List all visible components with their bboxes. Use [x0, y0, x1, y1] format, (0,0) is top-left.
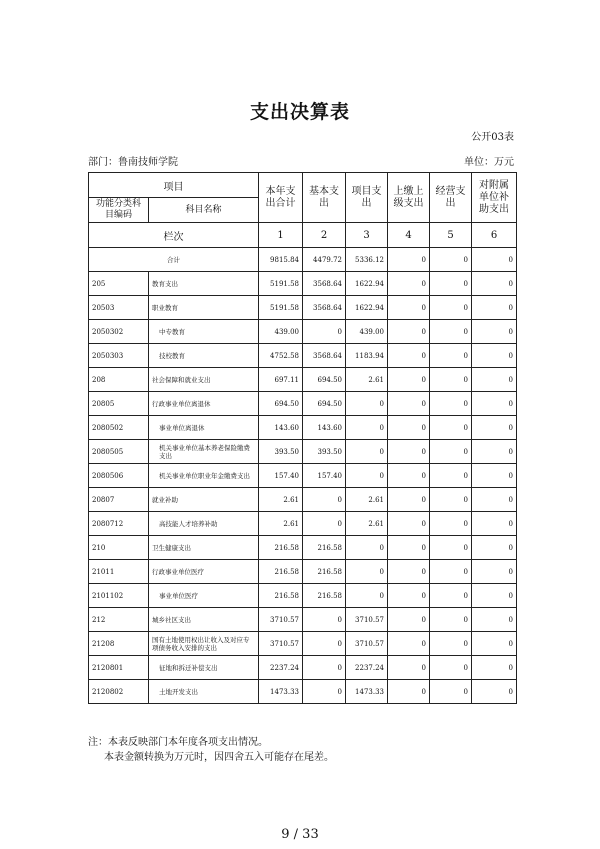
note-line-2: 本表金额转换为万元时，因四舍五入可能存在尾差。 — [104, 752, 334, 763]
func-code-cell: 210 — [89, 536, 149, 560]
amount-cell: 0 — [303, 608, 346, 632]
amount-cell: 697.11 — [259, 368, 303, 392]
amount-cell: 157.40 — [303, 464, 346, 488]
func-code-cell: 2050303 — [89, 344, 149, 368]
table-row — [89, 440, 517, 464]
amount-cell: 0 — [472, 296, 517, 320]
amount-cell: 0 — [430, 560, 472, 584]
func-code-cell: 2080502 — [89, 416, 149, 440]
header-business-expenditure: 经营支出 — [430, 173, 472, 223]
amount-cell: 3710.57 — [346, 608, 388, 632]
amount-cell: 0 — [388, 608, 430, 632]
amount-cell: 0 — [346, 440, 388, 464]
amount-cell: 0 — [430, 296, 472, 320]
table-row — [89, 392, 517, 416]
subject-name-cell: 国有土地使用权出让收入及对应专项债务收入安排的支出 — [149, 632, 259, 656]
amount-cell: 0 — [430, 512, 472, 536]
func-code-cell: 2101102 — [89, 584, 149, 608]
amount-cell: 1622.94 — [346, 296, 388, 320]
func-code-cell: 21208 — [89, 632, 149, 656]
subject-name-cell: 中专教育 — [149, 320, 259, 344]
total-cell: 0 — [430, 248, 472, 272]
total-cell: 4479.72 — [303, 248, 346, 272]
amount-cell: 0 — [388, 272, 430, 296]
header-project-expenditure: 项目支出 — [346, 173, 388, 223]
amount-cell: 0 — [388, 296, 430, 320]
amount-cell: 216.58 — [259, 584, 303, 608]
amount-cell: 0 — [346, 536, 388, 560]
func-code-cell: 2120802 — [89, 680, 149, 704]
amount-cell: 0 — [388, 320, 430, 344]
func-code-cell: 20805 — [89, 392, 149, 416]
amount-cell: 5191.58 — [259, 296, 303, 320]
amount-cell: 2.61 — [346, 488, 388, 512]
amount-cell: 0 — [472, 320, 517, 344]
amount-cell: 0 — [303, 320, 346, 344]
amount-cell: 0 — [472, 656, 517, 680]
expenditure-table — [88, 172, 517, 704]
page-number: 9 / 33 — [281, 827, 319, 842]
amount-cell: 0 — [430, 536, 472, 560]
header-subject-name: 科目名称 — [149, 198, 259, 223]
amount-cell: 0 — [430, 464, 472, 488]
func-code-cell: 2120801 — [89, 656, 149, 680]
amount-cell: 143.60 — [303, 416, 346, 440]
header-project: 项目 — [89, 173, 259, 198]
table-row — [89, 416, 517, 440]
index-cell: 6 — [472, 223, 517, 248]
amount-cell: 0 — [430, 368, 472, 392]
func-code-cell: 2050302 — [89, 320, 149, 344]
amount-cell: 439.00 — [346, 320, 388, 344]
amount-cell: 0 — [472, 344, 517, 368]
table-row — [89, 536, 517, 560]
amount-cell: 2237.24 — [259, 656, 303, 680]
amount-cell: 0 — [430, 416, 472, 440]
amount-cell: 393.50 — [303, 440, 346, 464]
amount-cell: 3710.57 — [259, 608, 303, 632]
header-basic-expenditure: 基本支出 — [303, 173, 346, 223]
subject-name-cell: 机关事业单位基本养老保险缴费支出 — [149, 440, 259, 464]
subject-name-cell: 高技能人才培养补助 — [149, 512, 259, 536]
amount-cell: 0 — [388, 416, 430, 440]
subject-name-cell: 行政事业单位医疗 — [149, 560, 259, 584]
header-remit-superior: 上缴上级支出 — [388, 173, 430, 223]
amount-cell: 0 — [388, 632, 430, 656]
amount-cell: 1473.33 — [346, 680, 388, 704]
total-cell: 0 — [472, 248, 517, 272]
subject-name-cell: 卫生健康支出 — [149, 536, 259, 560]
amount-cell: 0 — [472, 632, 517, 656]
amount-cell: 0 — [388, 392, 430, 416]
table-row — [89, 368, 517, 392]
amount-cell: 0 — [472, 584, 517, 608]
amount-cell: 439.00 — [259, 320, 303, 344]
table-row — [89, 344, 517, 368]
amount-cell: 0 — [472, 680, 517, 704]
amount-cell: 0 — [303, 680, 346, 704]
amount-cell: 2.61 — [259, 488, 303, 512]
amount-cell: 0 — [303, 656, 346, 680]
amount-cell: 0 — [472, 608, 517, 632]
table-row — [89, 464, 517, 488]
amount-cell: 1622.94 — [346, 272, 388, 296]
amount-cell: 0 — [346, 464, 388, 488]
subject-name-cell: 事业单位医疗 — [149, 584, 259, 608]
func-code-cell: 212 — [89, 608, 149, 632]
table-row — [89, 608, 517, 632]
subject-name-cell: 社会保障和就业支出 — [149, 368, 259, 392]
amount-cell: 0 — [430, 680, 472, 704]
amount-cell: 0 — [472, 440, 517, 464]
amount-cell: 0 — [472, 536, 517, 560]
department-label: 部门：鲁南技师学院 — [88, 157, 178, 168]
amount-cell: 393.50 — [259, 440, 303, 464]
amount-cell: 0 — [303, 488, 346, 512]
amount-cell: 4752.58 — [259, 344, 303, 368]
amount-cell: 0 — [388, 488, 430, 512]
subject-name-cell: 征地和拆迁补偿支出 — [149, 656, 259, 680]
amount-cell: 0 — [388, 440, 430, 464]
table-row — [89, 656, 517, 680]
subject-name-cell: 机关事业单位职业年金缴费支出 — [149, 464, 259, 488]
amount-cell: 143.60 — [259, 416, 303, 440]
amount-cell: 0 — [346, 584, 388, 608]
index-cell: 3 — [346, 223, 388, 248]
table-row — [89, 512, 517, 536]
header-total-expenditure: 本年支出合计 — [259, 173, 303, 223]
table-row — [89, 632, 517, 656]
amount-cell: 3710.57 — [346, 632, 388, 656]
total-cell: 0 — [388, 248, 430, 272]
amount-cell: 0 — [472, 416, 517, 440]
subject-name-cell: 事业单位离退休 — [149, 416, 259, 440]
table-row — [89, 296, 517, 320]
amount-cell: 0 — [388, 584, 430, 608]
header-func-code: 功能分类科目编码 — [89, 198, 149, 223]
amount-cell: 0 — [346, 416, 388, 440]
amount-cell: 0 — [472, 488, 517, 512]
page-title: 支出决算表 — [249, 101, 350, 123]
amount-cell: 0 — [388, 344, 430, 368]
func-code-cell: 205 — [89, 272, 149, 296]
amount-cell: 216.58 — [259, 560, 303, 584]
unit-label: 单位：万元 — [464, 157, 514, 168]
func-code-cell: 20503 — [89, 296, 149, 320]
func-code-cell: 2080712 — [89, 512, 149, 536]
amount-cell: 3568.64 — [303, 344, 346, 368]
amount-cell: 0 — [346, 560, 388, 584]
amount-cell: 0 — [388, 464, 430, 488]
table-row — [89, 272, 517, 296]
func-code-cell: 2080505 — [89, 440, 149, 464]
amount-cell: 216.58 — [303, 560, 346, 584]
subject-name-cell: 行政事业单位离退休 — [149, 392, 259, 416]
amount-cell: 0 — [430, 440, 472, 464]
total-cell: 9815.84 — [259, 248, 303, 272]
table-row — [89, 680, 517, 704]
amount-cell: 0 — [472, 464, 517, 488]
amount-cell: 0 — [430, 272, 472, 296]
total-row — [89, 248, 517, 272]
subject-name-cell: 技校教育 — [149, 344, 259, 368]
amount-cell: 0 — [388, 512, 430, 536]
index-cell: 1 — [259, 223, 303, 248]
amount-cell: 0 — [388, 656, 430, 680]
amount-cell: 1183.94 — [346, 344, 388, 368]
amount-cell: 0 — [472, 512, 517, 536]
amount-cell: 0 — [430, 344, 472, 368]
table-row — [89, 320, 517, 344]
total-label: 合计 — [89, 248, 259, 272]
func-code-cell: 2080506 — [89, 464, 149, 488]
amount-cell: 3568.64 — [303, 296, 346, 320]
index-cell: 2 — [303, 223, 346, 248]
table-row — [89, 560, 517, 584]
amount-cell: 0 — [388, 536, 430, 560]
amount-cell: 0 — [303, 632, 346, 656]
note-line-1: 注：本表反映部门本年度各项支出情况。 — [88, 737, 268, 748]
amount-cell: 0 — [430, 320, 472, 344]
func-code-cell: 20807 — [89, 488, 149, 512]
amount-cell: 2.61 — [346, 512, 388, 536]
amount-cell: 216.58 — [303, 584, 346, 608]
subject-name-cell: 职业教育 — [149, 296, 259, 320]
amount-cell: 3710.57 — [259, 632, 303, 656]
amount-cell: 216.58 — [259, 536, 303, 560]
amount-cell: 157.40 — [259, 464, 303, 488]
amount-cell: 0 — [388, 368, 430, 392]
amount-cell: 0 — [430, 608, 472, 632]
amount-cell: 5191.58 — [259, 272, 303, 296]
amount-cell: 0 — [472, 560, 517, 584]
amount-cell: 0 — [430, 584, 472, 608]
amount-cell: 216.58 — [303, 536, 346, 560]
amount-cell: 694.50 — [303, 368, 346, 392]
amount-cell: 0 — [430, 632, 472, 656]
amount-cell: 0 — [430, 392, 472, 416]
amount-cell: 0 — [430, 656, 472, 680]
amount-cell: 0 — [472, 368, 517, 392]
amount-cell: 0 — [303, 512, 346, 536]
amount-cell: 0 — [472, 272, 517, 296]
amount-cell: 2.61 — [346, 368, 388, 392]
subject-name-cell: 教育支出 — [149, 272, 259, 296]
index-row-label: 栏次 — [89, 223, 259, 248]
total-cell: 5336.12 — [346, 248, 388, 272]
amount-cell: 0 — [430, 488, 472, 512]
func-code-cell: 21011 — [89, 560, 149, 584]
func-code-cell: 208 — [89, 368, 149, 392]
subject-name-cell: 就业补助 — [149, 488, 259, 512]
subject-name-cell: 土地开发支出 — [149, 680, 259, 704]
amount-cell: 3568.64 — [303, 272, 346, 296]
form-number: 公开03表 — [471, 132, 514, 143]
amount-cell: 2237.24 — [346, 656, 388, 680]
amount-cell: 2.61 — [259, 512, 303, 536]
amount-cell: 0 — [388, 680, 430, 704]
amount-cell: 0 — [472, 392, 517, 416]
amount-cell: 694.50 — [303, 392, 346, 416]
index-cell: 5 — [430, 223, 472, 248]
header-subsidiary-subsidy: 对附属单位补助支出 — [472, 173, 517, 223]
table-row — [89, 584, 517, 608]
amount-cell: 0 — [388, 560, 430, 584]
amount-cell: 694.50 — [259, 392, 303, 416]
index-cell: 4 — [388, 223, 430, 248]
table-row — [89, 488, 517, 512]
subject-name-cell: 城乡社区支出 — [149, 608, 259, 632]
amount-cell: 0 — [346, 392, 388, 416]
amount-cell: 1473.33 — [259, 680, 303, 704]
